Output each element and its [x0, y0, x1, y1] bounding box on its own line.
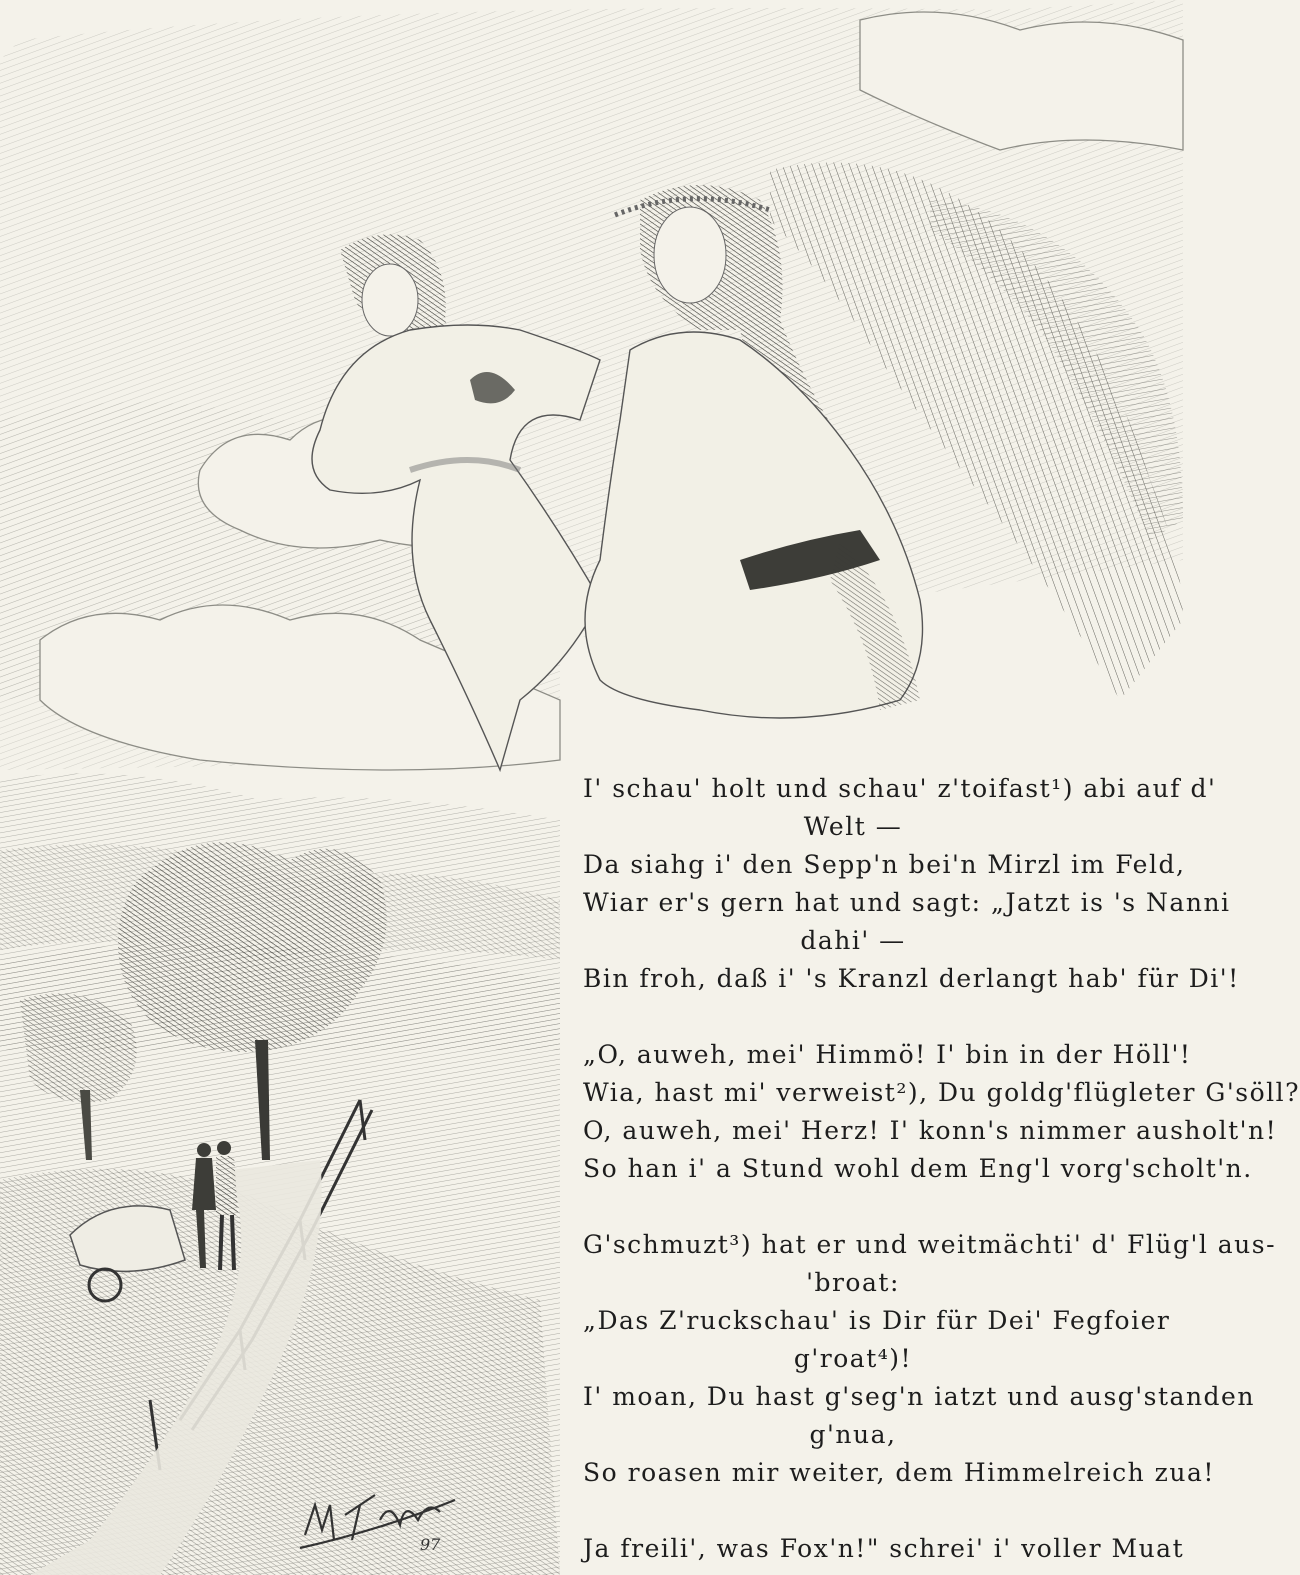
- poem-line: Bin froh, daß i' 's Kranzl derlangt hab' für Di'!: [583, 964, 1240, 993]
- poem-line: Wiar er's gern hat und sagt: „Jatzt is 's Nanni: [583, 888, 1231, 917]
- poem-line: So roasen mir weiter, dem Himmelreich zua!: [583, 1458, 1215, 1487]
- poem-line: So han i' a Stund wohl dem Eng'l vorg'scholt'n.: [583, 1154, 1253, 1183]
- poem-line: Ja freili', was Fox'n!" schrei' i' voller Muat: [583, 1534, 1185, 1563]
- poem-line: G'schmuzt³) hat er und weitmächti' d' Flüg'l aus-: [583, 1230, 1277, 1259]
- poem-line: Wia, hast mi' verweist²), Du goldg'flügleter G'söll?: [583, 1078, 1300, 1107]
- poem-text: [583, 770, 1300, 1575]
- poem-line: Da siahg i' den Sepp'n bei'n Mirzl im Feld,: [583, 850, 1186, 879]
- poem-line: 'broat:: [806, 1268, 900, 1297]
- poem-line: Welt —: [803, 812, 903, 841]
- poem-line: dahi' —: [800, 926, 906, 955]
- stanza-gap: [583, 1188, 1183, 1226]
- poem-line: I' moan, Du hast g'seg'n iatzt und ausg'standen: [583, 1382, 1255, 1411]
- stanza-gap: [583, 998, 1183, 1036]
- poem-line: g'roat⁴)!: [793, 1344, 913, 1373]
- poem-line: „O, auweh, mei' Himmö! I' bin in der Höll'!: [583, 1040, 1192, 1069]
- poem-line: „Das Z'ruckschau' is Dir für Dei' Fegfoier: [583, 1306, 1171, 1335]
- stanza-gap: [583, 1492, 1183, 1530]
- svg-text:97: 97: [420, 1535, 441, 1554]
- poem-line: g'nua,: [809, 1420, 897, 1449]
- poem-line: I' schau' holt und schau' z'toifast¹) abi auf d': [583, 774, 1217, 803]
- poem-line: O, auweh, mei' Herz! I' konn's nimmer ausholt'n!: [583, 1116, 1278, 1145]
